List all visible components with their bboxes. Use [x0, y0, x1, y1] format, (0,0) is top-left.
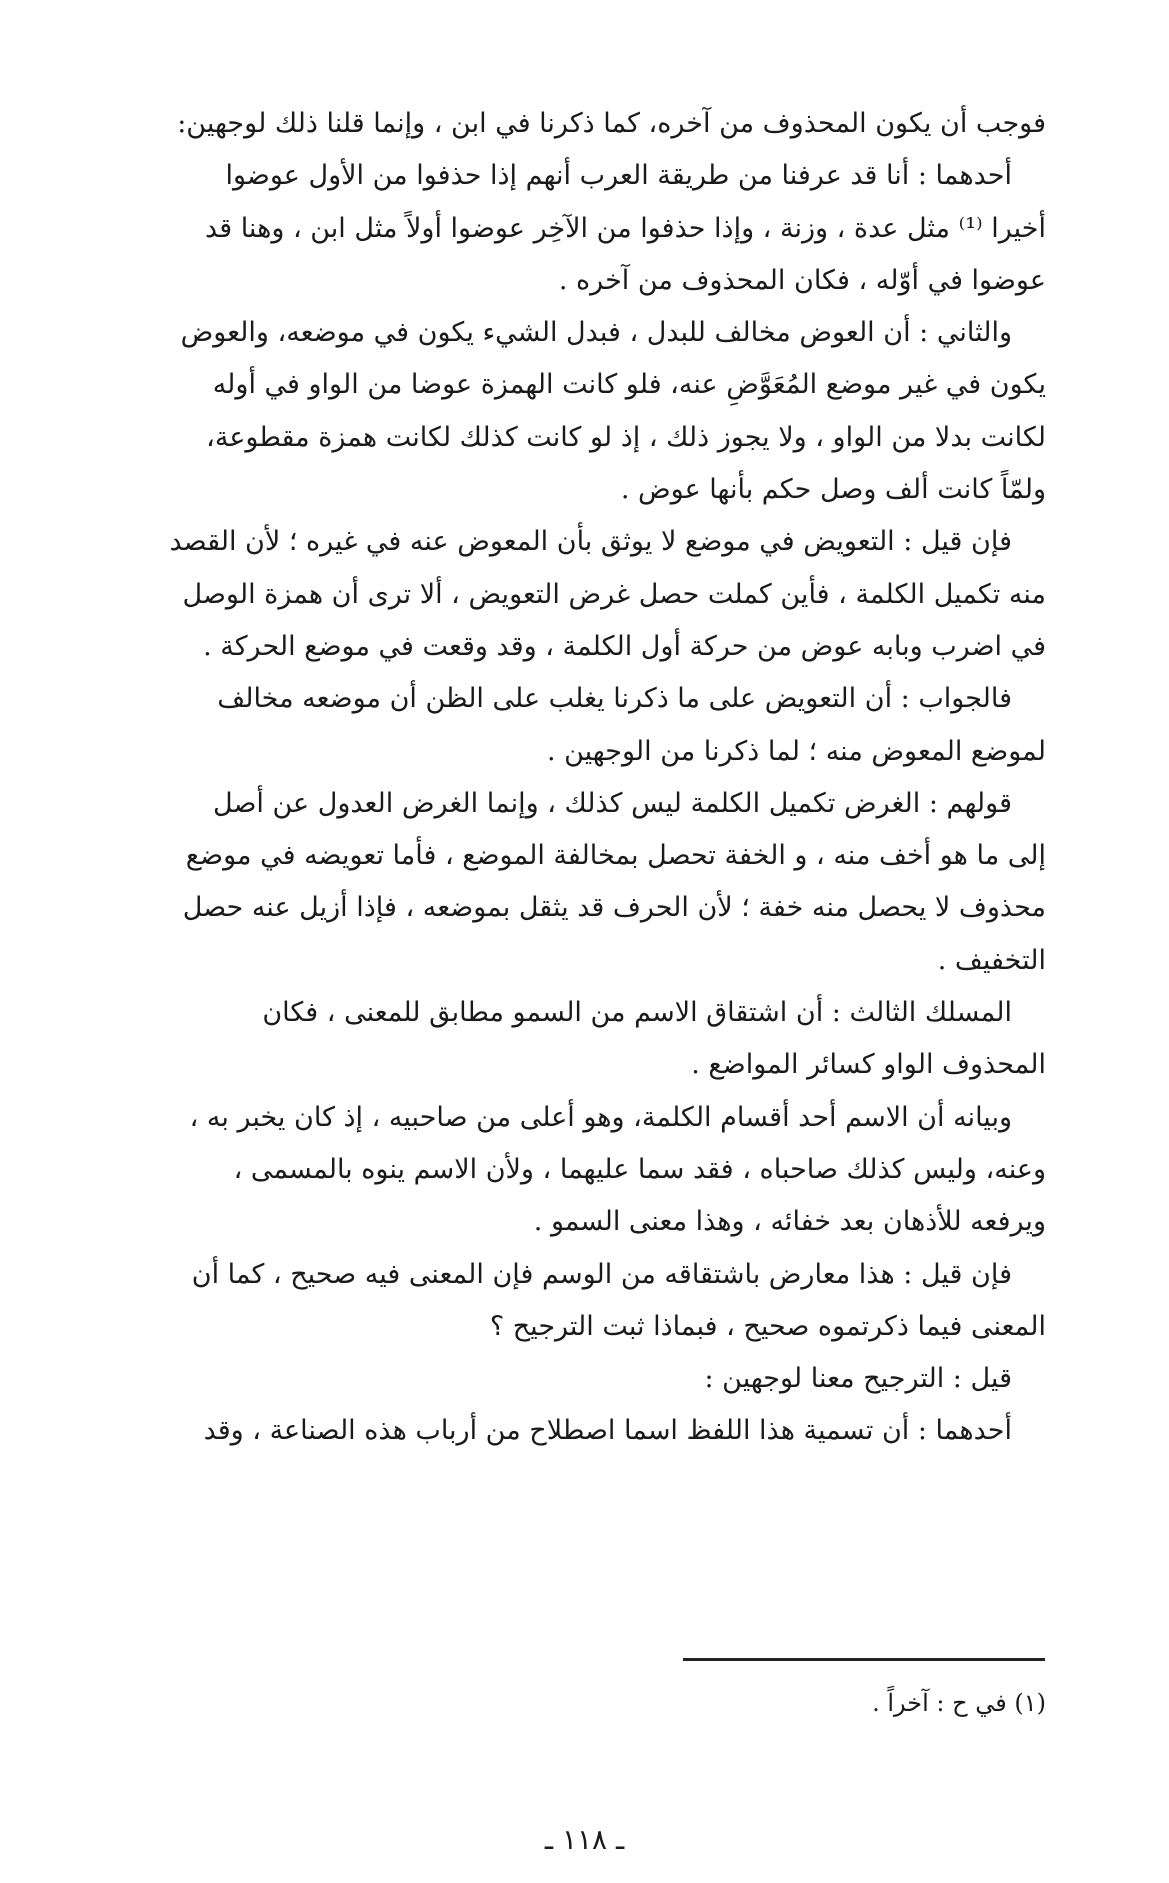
text-line: قولهم : الغرض تكميل الكلمة ليس كذلك ، وإنما الغرض العدول عن أصل	[213, 787, 1012, 819]
text-line: التخفيف .	[937, 944, 1046, 976]
text-line: المعنى فيما ذكرتموه صحيح ، فبماذا ثبت الترجيح ؟	[489, 1310, 1046, 1342]
text-line: فإن قيل : هذا معارض باشتقاقه من الوسم فإن المعنى فيه صحيح ، كما أن	[191, 1258, 1012, 1290]
text-line: لكانت بدلا من الواو ، ولا يجوز ذلك ، إذ لو كانت كذلك لكانت همزة مقطوعة،	[206, 421, 1046, 453]
text-line: عوضوا في أوّله ، فكان المحذوف من آخره .	[558, 264, 1046, 296]
page-number: ـ ١١٨ ـ	[544, 1823, 625, 1856]
text-line: قيل : الترجيح معنا لوجهين :	[704, 1363, 1012, 1395]
text-line: أحدهما : أن تسمية هذا اللفظ اسما اصطلاح من أرباب هذه الصناعة ، وقد	[203, 1415, 1012, 1447]
text-line: والثاني : أن العوض مخالف للبدل ، فبدل الشيء يكون في موضعه، والعوض	[180, 317, 1012, 349]
text-line: فإن قيل : التعويض في موضع لا يوثق بأن المعوض عنه في غيره ؛ لأن القصد	[169, 526, 1012, 558]
text-line: منه تكميل الكلمة ، فأين كملت حصل غرض التعويض ، ألا ترى أن همزة الوصل	[182, 578, 1046, 610]
text-line: ولمّاً كانت ألف وصل حكم بأنها عوض .	[620, 474, 1046, 506]
text-line: أحدهما : أنا قد عرفنا من طريقة العرب أنهم إذا حذفوا من الأول عوضوا	[225, 160, 1012, 192]
footnote: (١) في ح : آخراً .	[872, 1689, 1046, 1717]
text-line: المحذوف الواو كسائر المواضع .	[691, 1049, 1046, 1081]
text-line: وبيانه أن الاسم أحد أقسام الكلمة، وهو أعلى من صاحبيه ، إذ كان يخبر به ،	[189, 1101, 1012, 1133]
body-text	[158, 98, 1046, 1458]
text-line: وعنه، وليس كذلك صاحباه ، فقد سما عليهما ، ولأن الاسم ينوه بالمسمى ،	[233, 1153, 1046, 1185]
text-line: فالجواب : أن التعويض على ما ذكرنا يغلب على الظن أن موضعه مخالف	[217, 683, 1012, 715]
text-line: لموضع المعوض منه ؛ لما ذكرنا من الوجهين .	[546, 735, 1046, 767]
text-line: إلى ما هو أخف منه ، و الخفة تحصل بمخالفة الموضع ، فأما تعويضه في موضع	[185, 840, 1046, 872]
footnote-divider	[683, 1658, 1045, 1661]
text-line: يكون في غير موضع المُعَوَّضِ عنه، فلو كانت الهمزة عوضا من الواو في أوله	[212, 369, 1046, 401]
text-line: فوجب أن يكون المحذوف من آخره، كما ذكرنا في ابن ، وإنما قلنا ذلك لوجهين:	[177, 108, 1046, 139]
text-line: المسلك الثالث : أن اشتقاق الاسم من السمو مطابق للمعنى ، فكان	[262, 997, 1012, 1029]
text-line: محذوف لا يحصل منه خفة ؛ لأن الحرف قد يثقل بموضعه ، فإذا أزيل عنه حصل	[182, 892, 1046, 924]
text-line: ويرفعه للأذهان بعد خفائه ، وهذا معنى السمو .	[533, 1206, 1046, 1238]
text-line: أخيرا ⁽¹⁾ مثل عدة ، وزنة ، وإذا حذفوا من الآخِر عوضوا أولاً مثل ابن ، وهنا قد	[205, 212, 1046, 244]
text-line: في اضرب وبابه عوض من حركة أول الكلمة ، وقد وقعت في موضع الحركة .	[203, 630, 1046, 662]
